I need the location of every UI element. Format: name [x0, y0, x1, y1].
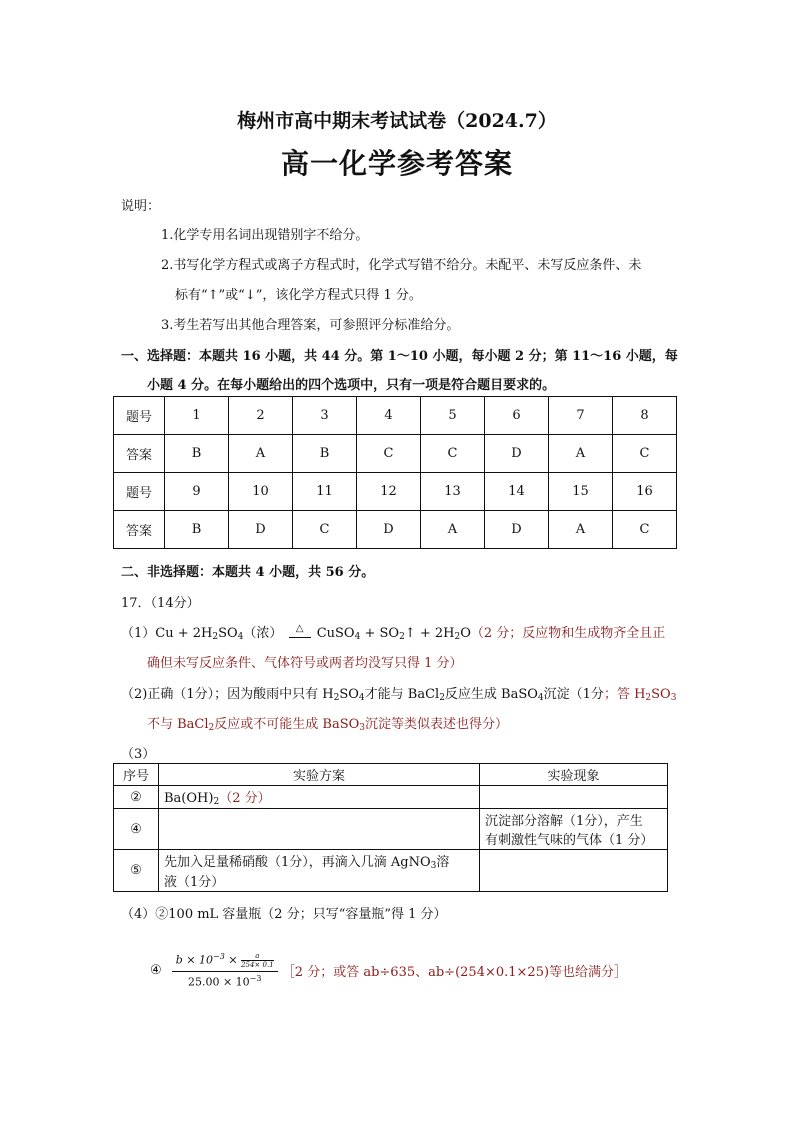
table-cell: B — [165, 511, 229, 549]
table-cell: 16 — [613, 473, 677, 511]
table-row — [114, 511, 677, 549]
table-cell: A — [549, 511, 613, 549]
table-cell: C — [357, 435, 421, 473]
table-cell: 10 — [229, 473, 293, 511]
denominator-exp: −3 — [249, 974, 262, 984]
table-cell: B — [165, 435, 229, 473]
numerator-left: b × 10 — [175, 953, 214, 967]
plan-line: 溶 — [436, 855, 450, 870]
section1-line1: 一、选择题：本题共 16 小题，共 44 分。第 1～10 小题，每小题 2 分；第 11～16 小题，每 — [121, 349, 678, 364]
table-cell: D — [485, 511, 549, 549]
table-cell: C — [613, 511, 677, 549]
answer-2-line1: （2)正确（1分）；因为酸雨中只有 $H_2SO_4$才能与 BaCl$_2$反应生成 BaSO$_4$沉淀（1分；答 $H_2SO_3$ — [121, 687, 677, 703]
table-row — [114, 786, 668, 809]
note-2b: 标有“↑”或“↓”，该化学方程式只得 1 分。 — [175, 288, 422, 303]
observation-line: 有刺激性气味的气体（1 分） — [485, 833, 654, 848]
observation-cell — [480, 850, 668, 892]
table-cell: 3 — [293, 397, 357, 435]
plan-cell — [159, 786, 480, 809]
text-part: （2)正确（1分）；因为酸雨中只有 H — [121, 687, 334, 702]
table-cell: 14 — [485, 473, 549, 511]
table-row — [114, 435, 677, 473]
scoring-note: ［2 分；或答 ab÷635、ab÷(254×0.1×25)等也给满分］ — [281, 964, 628, 980]
section1-line2: 小题 4 分。在每小题给出的四个选项中，只有一项是符合题目要求的。 — [147, 378, 556, 393]
answer-4-formula — [150, 952, 627, 989]
inner-fraction — [241, 952, 274, 969]
numerator-exp: −3 — [213, 952, 225, 961]
header-cell: 实验现象 — [480, 764, 668, 786]
text-part: 沉淀等类似表述也得分） — [365, 717, 509, 732]
table-cell: 13 — [421, 473, 485, 511]
answer-1-equation: $(1)Cu + 2H_2SO_4$（浓） △ CuSO$_4$ + $SO_2↑ + 2H_2O(2$ 分；反应物和生成物齐全且正 — [121, 623, 666, 642]
table-cell: A — [229, 435, 293, 473]
plan-text: Ba(OH) — [164, 791, 214, 806]
table-row — [114, 809, 668, 850]
note-3: 3.考生若写出其他合理答案，可参照评分标准给分。 — [161, 318, 460, 333]
inner-numerator: a — [241, 952, 274, 961]
plan-line: 先加入足量稀硝酸（1分），再滴入几滴 AgNO — [164, 855, 431, 870]
row-number: ⑤ — [114, 850, 159, 892]
plan-sub: 2 — [213, 797, 220, 807]
eq-part: SO — [218, 626, 238, 641]
table-cell: C — [613, 435, 677, 473]
eq-part: （1）Cu + 2H — [121, 626, 213, 641]
row-number: ② — [114, 786, 159, 809]
table-cell: D — [229, 511, 293, 549]
formula-fraction — [172, 952, 278, 989]
table-cell: 5 — [421, 397, 485, 435]
table-cell: D — [485, 435, 549, 473]
table-row — [114, 473, 677, 511]
exam-title: 梅州市高中期末考试试卷（2024.7） — [237, 110, 557, 132]
text-part: ；答 H — [603, 687, 646, 702]
table-cell: 6 — [485, 397, 549, 435]
table-cell: D — [357, 511, 421, 549]
table-cell: 7 — [549, 397, 613, 435]
section2-heading: 二、非选择题：本题共 4 小题，共 56 分。 — [121, 565, 375, 580]
row-label: 答案 — [114, 435, 165, 473]
table-row — [114, 397, 677, 435]
observation-cell — [480, 809, 668, 850]
row-label: 题号 — [114, 397, 165, 435]
table-cell: B — [293, 435, 357, 473]
table-cell: 12 — [357, 473, 421, 511]
table-cell: A — [549, 435, 613, 473]
table-cell: A — [421, 511, 485, 549]
observation-line: 沉淀部分溶解（1分），产生 — [485, 814, 643, 829]
table-cell: 9 — [165, 473, 229, 511]
note-1: 1.化学专用名词出现错别字不给分。 — [161, 228, 369, 243]
text-part: 沉淀（1分 — [543, 687, 604, 702]
note-2a: 2.书写化学方程式或离子方程式时，化学式写错不给分。未配平、未写反应条件、未 — [161, 258, 642, 273]
plan-cell — [159, 809, 480, 850]
table-row — [114, 764, 668, 786]
table-cell: 8 — [613, 397, 677, 435]
table-cell: 15 — [549, 473, 613, 511]
denominator: 25.00 × 10 — [187, 975, 250, 989]
row-number: ④ — [114, 809, 159, 850]
header-cell: 实验方案 — [159, 764, 480, 786]
table-cell: C — [293, 511, 357, 549]
q17-heading: 17．（14分） — [121, 596, 200, 611]
answer-3-label: （3） — [121, 747, 156, 762]
eq-part: CuSO — [316, 626, 355, 641]
item-number: ④ — [150, 962, 162, 978]
answer-1-note: 确但未写反应条件、气体符号或两者均没写只得 1 分） — [147, 656, 463, 671]
text-part: 不与 BaCl — [147, 717, 209, 732]
answer-key-title: 高一化学参考答案 — [280, 147, 513, 180]
table-cell: 4 — [357, 397, 421, 435]
eq-part: （浓） — [243, 626, 283, 641]
table-cell: C — [421, 435, 485, 473]
row-label: 题号 — [114, 473, 165, 511]
experiment-table — [113, 763, 668, 892]
heat-symbol: △ — [287, 626, 313, 641]
observation-cell — [480, 786, 668, 809]
answer-4-line1: （4）②100 mL 容量瓶（2 分；只写“容量瓶”得 1 分） — [121, 907, 447, 922]
eq-part: ↑ + 2H — [404, 626, 455, 641]
plan-cell: 先加入足量稀硝酸（1分），再滴入几滴 AgNO$_3$溶 液（1分） — [159, 850, 480, 892]
row-label: 答案 — [114, 511, 165, 549]
table-cell: 2 — [229, 397, 293, 435]
scoring-note: （2 分；反应物和生成物齐全且正 — [470, 626, 666, 641]
eq-part: O — [460, 626, 471, 641]
notes-label: 说明： — [121, 199, 161, 214]
inner-denominator: 254× 0.1 — [241, 961, 274, 970]
text-part: 反应生成 BaSO — [444, 687, 538, 702]
eq-part: + SO — [360, 626, 400, 641]
table-cell: 1 — [165, 397, 229, 435]
times-sign: × — [224, 953, 242, 967]
text-part: 反应或不可能生成 BaSO — [214, 717, 360, 732]
table-row — [114, 850, 668, 892]
text-part: 才能与 BaCl — [364, 687, 440, 702]
choice-answer-table — [113, 396, 677, 549]
table-cell: 11 — [293, 473, 357, 511]
header-cell: 序号 — [114, 764, 159, 786]
plan-score: （2 分） — [219, 791, 271, 806]
plan-line: 液（1分） — [164, 875, 225, 890]
answer-2-line2: 不与 BaCl$_2$反应或不可能生成 BaSO$_3$沉淀等类似表述也得分） — [147, 717, 509, 733]
